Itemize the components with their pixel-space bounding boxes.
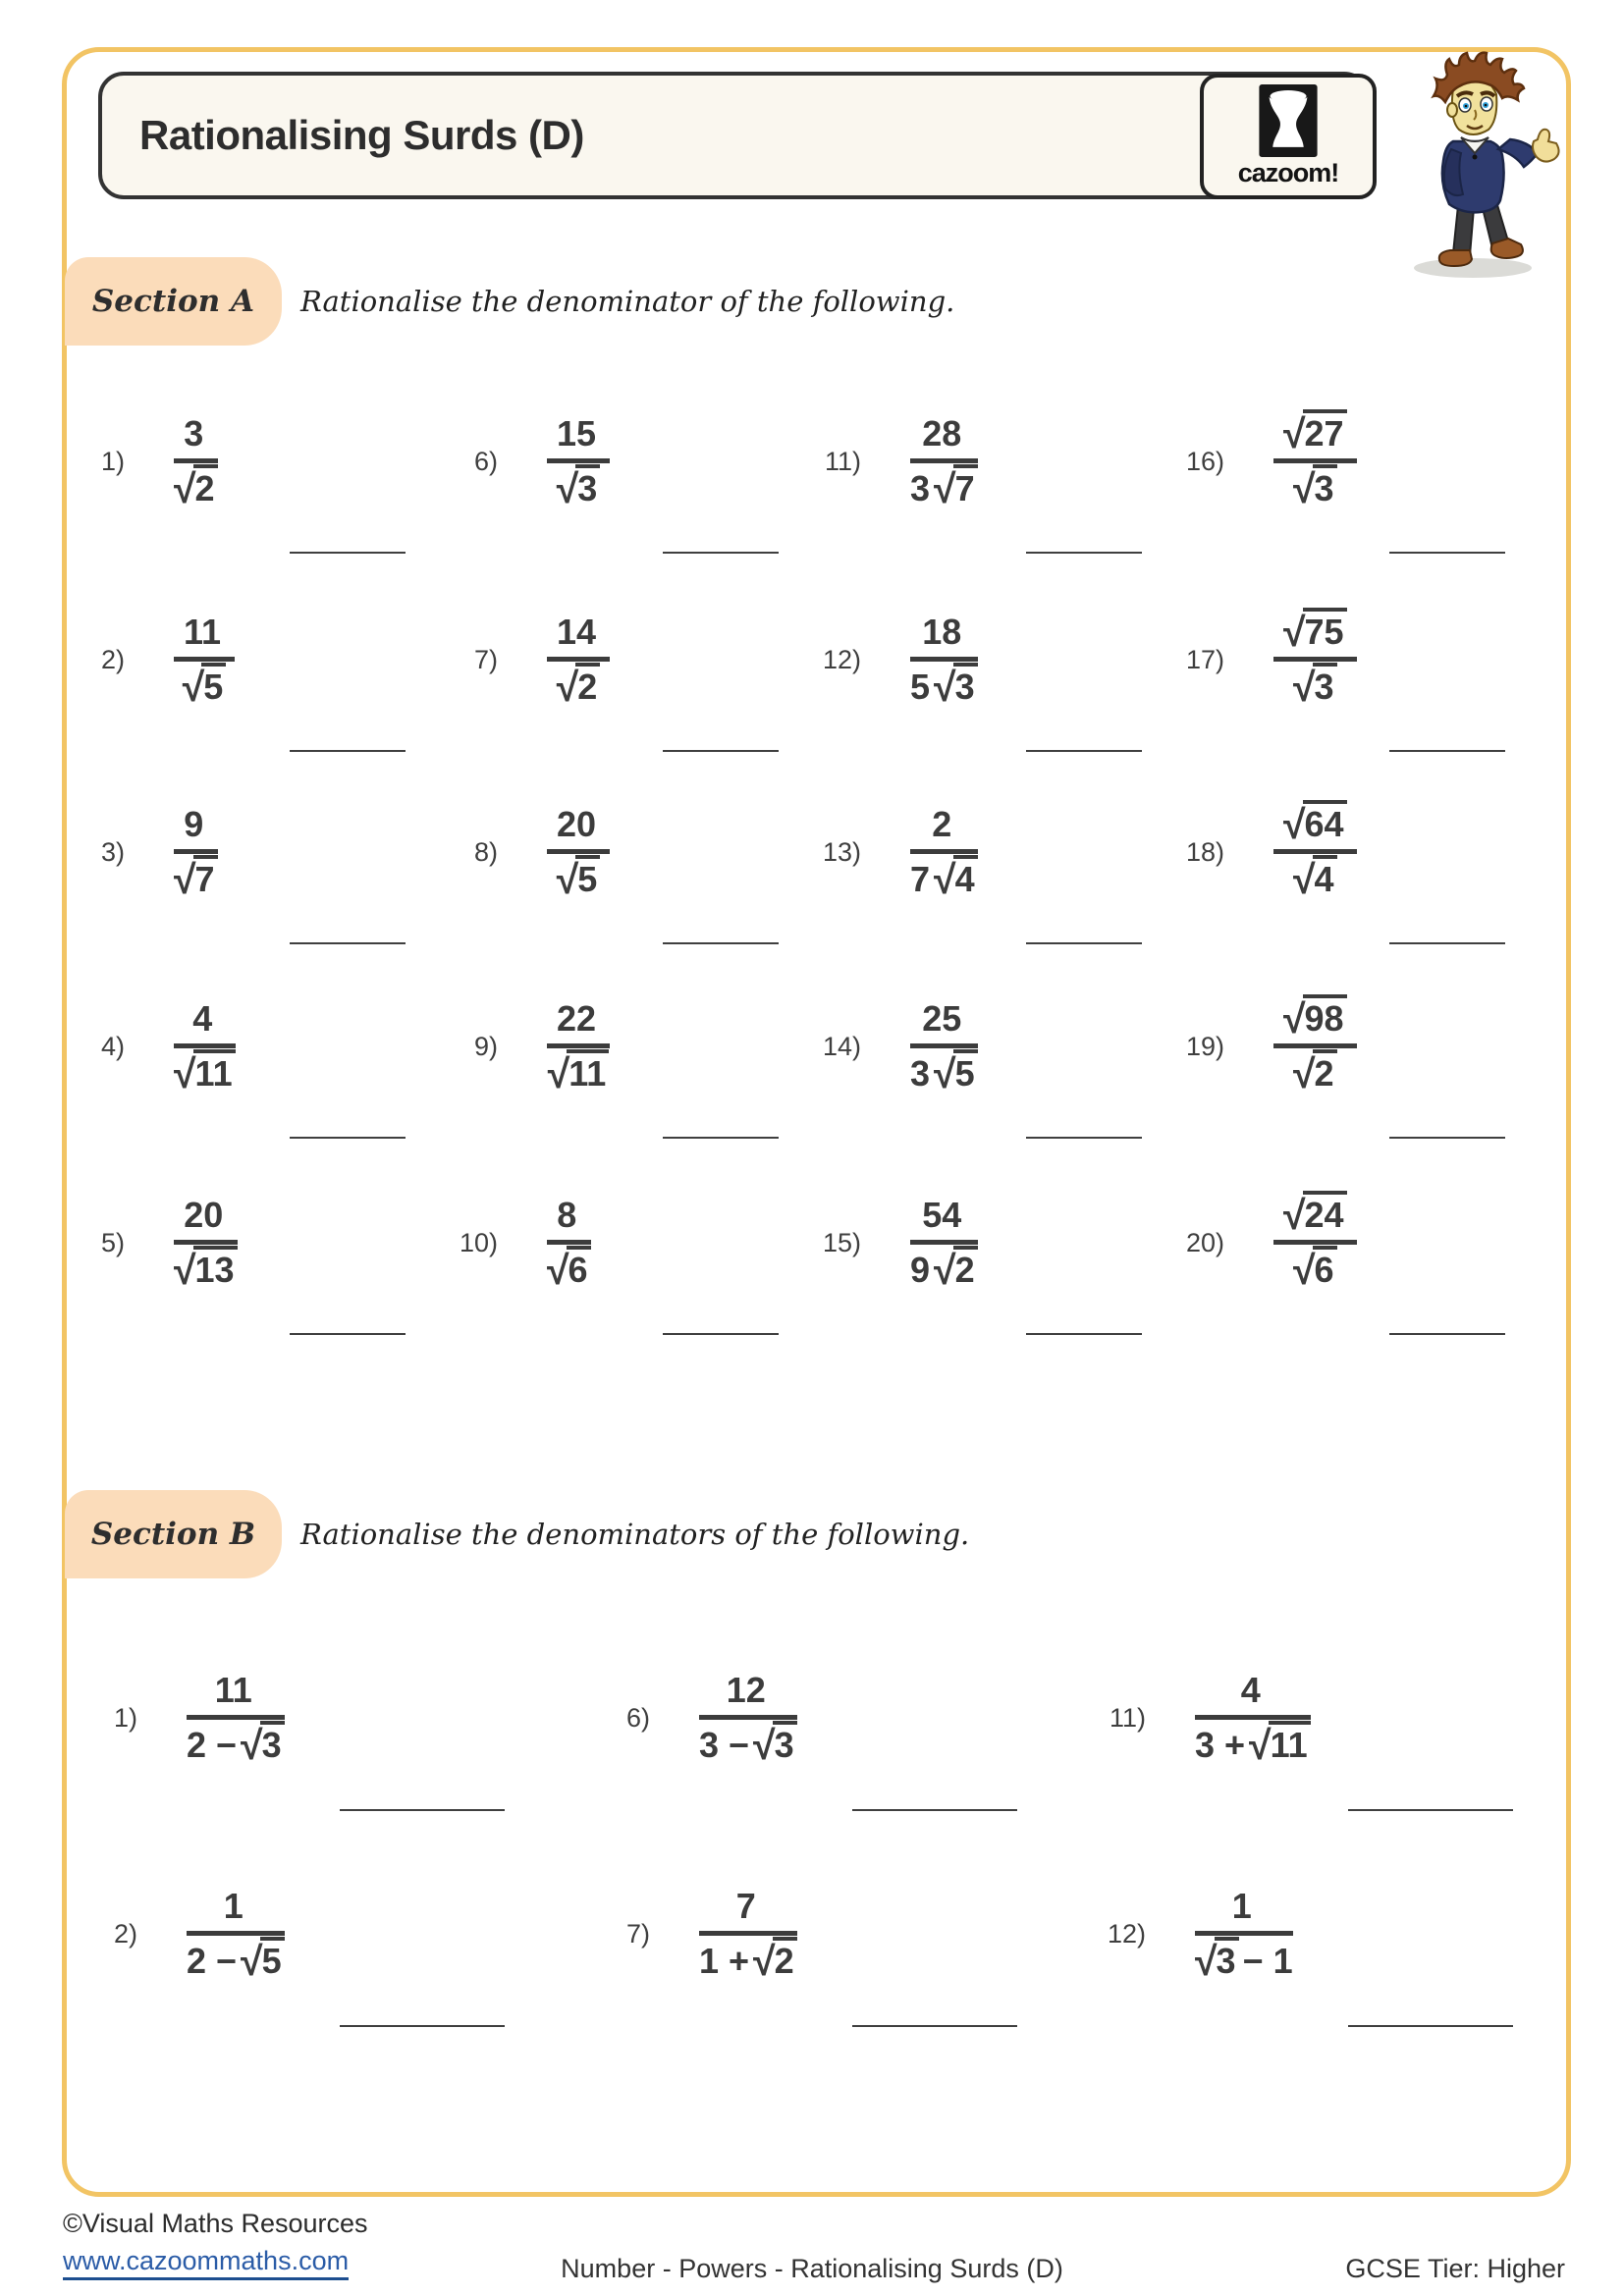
fraction-numerator: 28 bbox=[910, 414, 978, 463]
fraction bbox=[547, 1195, 591, 1293]
problem-number: 15) bbox=[822, 1227, 861, 1257]
problem bbox=[1173, 973, 1357, 1120]
fraction-denominator: 1 +√2 bbox=[699, 1936, 797, 1981]
fraction-numerator: √27 bbox=[1273, 414, 1357, 463]
problem-number: 20) bbox=[1185, 1227, 1224, 1257]
answer-line bbox=[1389, 750, 1505, 752]
problem bbox=[447, 1169, 591, 1316]
fraction-numerator: √98 bbox=[1273, 999, 1357, 1048]
sqrt-icon: √ bbox=[1249, 1723, 1272, 1768]
fraction-denominator: 2 −√3 bbox=[187, 1720, 285, 1765]
answer-line bbox=[663, 750, 779, 752]
mascot-illustration bbox=[1394, 51, 1566, 282]
fraction bbox=[1195, 1670, 1311, 1768]
answer-line bbox=[663, 552, 779, 554]
fraction-denominator: √2 bbox=[1273, 1048, 1357, 1094]
problem bbox=[810, 388, 978, 535]
logo-text: cazoom! bbox=[1237, 158, 1339, 187]
sqrt-icon: √ bbox=[1293, 466, 1316, 511]
problem bbox=[810, 778, 978, 926]
fraction-numerator: 9 bbox=[174, 805, 218, 854]
fraction bbox=[910, 612, 978, 710]
answer-line bbox=[290, 1137, 406, 1139]
fraction-denominator: √3 bbox=[1273, 662, 1357, 707]
fraction-numerator: √24 bbox=[1273, 1196, 1357, 1245]
sqrt-icon: √ bbox=[1283, 996, 1306, 1042]
sqrt-icon: √ bbox=[1195, 1939, 1218, 1984]
answer-line bbox=[1348, 1809, 1513, 1811]
fraction-denominator: 3 −√3 bbox=[699, 1720, 797, 1765]
answer-line bbox=[1389, 552, 1505, 554]
fraction-numerator: 3 bbox=[174, 414, 218, 463]
section-a-instruction: Rationalise the denominator of the following. bbox=[300, 285, 955, 318]
fraction-denominator: √2 bbox=[547, 662, 610, 707]
answer-line bbox=[663, 1333, 779, 1335]
sqrt-icon: √ bbox=[174, 466, 196, 511]
fraction-numerator: 22 bbox=[547, 999, 610, 1048]
problem-number: 4) bbox=[100, 1031, 125, 1061]
problem-number: 12) bbox=[1107, 1918, 1146, 1949]
answer-line bbox=[852, 1809, 1017, 1811]
website-link[interactable]: www.cazoommaths.com bbox=[63, 2246, 349, 2280]
sqrt-icon: √ bbox=[556, 857, 579, 902]
sqrt-icon: √ bbox=[934, 1051, 956, 1096]
problem bbox=[1095, 1644, 1311, 1791]
problem-number: 11) bbox=[824, 446, 861, 476]
problem-number: 7) bbox=[473, 644, 498, 674]
sqrt-icon: √ bbox=[753, 1939, 776, 1984]
sqrt-icon: √ bbox=[174, 1248, 196, 1293]
fraction bbox=[547, 998, 610, 1096]
fraction bbox=[547, 612, 610, 710]
fraction-denominator: √6 bbox=[547, 1245, 591, 1290]
problem-number: 1) bbox=[100, 446, 125, 476]
problem bbox=[447, 586, 610, 733]
drum-icon bbox=[1258, 84, 1319, 157]
section-a-heading: Section A bbox=[91, 284, 255, 319]
answer-line bbox=[663, 942, 779, 944]
answer-line bbox=[663, 1137, 779, 1139]
fraction-denominator: 9√2 bbox=[910, 1245, 978, 1290]
fraction-denominator: 3√5 bbox=[910, 1048, 978, 1094]
fraction-numerator: 18 bbox=[910, 613, 978, 662]
fraction-numerator: 15 bbox=[547, 414, 610, 463]
sqrt-icon: √ bbox=[1293, 857, 1316, 902]
answer-line bbox=[340, 1809, 505, 1811]
footer-copyright: ©Visual Maths Resources bbox=[63, 2209, 368, 2238]
fraction bbox=[547, 804, 610, 902]
fraction-numerator: 4 bbox=[1195, 1671, 1311, 1720]
problem bbox=[1173, 388, 1357, 535]
answer-line bbox=[1389, 942, 1505, 944]
fraction-denominator: √2 bbox=[174, 463, 218, 508]
fraction-denominator: √4 bbox=[1273, 854, 1357, 899]
problem bbox=[1173, 586, 1357, 733]
sqrt-icon: √ bbox=[1283, 610, 1306, 656]
fraction-denominator: 7√4 bbox=[910, 854, 978, 899]
problem-number: 2) bbox=[113, 1918, 137, 1949]
sqrt-icon: √ bbox=[934, 857, 956, 902]
section-a-badge bbox=[65, 257, 282, 346]
fraction bbox=[174, 998, 236, 1096]
sqrt-icon: √ bbox=[556, 665, 579, 710]
fraction-denominator: √7 bbox=[174, 854, 218, 899]
problem-number: 16) bbox=[1185, 446, 1224, 476]
sqrt-icon: √ bbox=[934, 466, 956, 511]
problem bbox=[447, 388, 610, 535]
sqrt-icon: √ bbox=[182, 665, 205, 710]
problem bbox=[1173, 778, 1357, 926]
fraction bbox=[1273, 411, 1357, 511]
answer-line bbox=[290, 750, 406, 752]
problem-number: 7) bbox=[625, 1918, 650, 1949]
problem-number: 12) bbox=[822, 644, 861, 674]
problem-number: 9) bbox=[473, 1031, 498, 1061]
answer-line bbox=[1026, 1333, 1142, 1335]
answer-line bbox=[1389, 1333, 1505, 1335]
fraction-numerator: 20 bbox=[174, 1196, 238, 1245]
fraction-denominator: 3 +√11 bbox=[1195, 1720, 1311, 1765]
cazoom-logo bbox=[1200, 74, 1377, 199]
fraction bbox=[910, 804, 978, 902]
fraction-denominator: √5 bbox=[174, 662, 235, 707]
fraction bbox=[1195, 1886, 1293, 1984]
fraction bbox=[187, 1670, 285, 1768]
sqrt-icon: √ bbox=[174, 1051, 196, 1096]
problem-number: 1) bbox=[113, 1702, 137, 1733]
fraction-numerator: 8 bbox=[547, 1196, 591, 1245]
fraction-denominator: √11 bbox=[547, 1048, 610, 1094]
sqrt-icon: √ bbox=[547, 1051, 570, 1096]
problem-number: 5) bbox=[100, 1227, 125, 1257]
problem bbox=[74, 388, 218, 535]
problem-number: 11) bbox=[1109, 1702, 1146, 1733]
sqrt-icon: √ bbox=[1283, 1193, 1306, 1239]
fraction bbox=[910, 413, 978, 511]
sqrt-icon: √ bbox=[241, 1723, 263, 1768]
page-title: Rationalising Surds (D) bbox=[139, 112, 584, 158]
fraction-numerator: 12 bbox=[699, 1671, 797, 1720]
fraction bbox=[910, 998, 978, 1096]
fraction bbox=[174, 804, 218, 902]
fraction bbox=[699, 1670, 797, 1768]
fraction-numerator: 11 bbox=[187, 1671, 285, 1720]
fraction-denominator: 5√3 bbox=[910, 662, 978, 707]
problem-number: 6) bbox=[473, 446, 498, 476]
fraction bbox=[910, 1195, 978, 1293]
problem bbox=[599, 1860, 797, 2007]
problem-number: 17) bbox=[1185, 644, 1224, 674]
section-b-instruction: Rationalise the denominators of the following. bbox=[300, 1518, 970, 1551]
problem-number: 6) bbox=[625, 1702, 650, 1733]
fraction bbox=[699, 1886, 797, 1984]
sqrt-icon: √ bbox=[1293, 1051, 1316, 1096]
fraction-denominator: √6 bbox=[1273, 1245, 1357, 1290]
problem bbox=[74, 1169, 238, 1316]
fraction-numerator: 4 bbox=[174, 999, 236, 1048]
fraction-denominator: 3√7 bbox=[910, 463, 978, 508]
problem-number: 18) bbox=[1185, 836, 1224, 867]
fraction bbox=[1273, 802, 1357, 902]
answer-line bbox=[290, 942, 406, 944]
sqrt-icon: √ bbox=[1283, 411, 1306, 457]
problem-number: 10) bbox=[459, 1227, 498, 1257]
fraction-numerator: 1 bbox=[187, 1887, 285, 1936]
sqrt-icon: √ bbox=[1293, 665, 1316, 710]
answer-line bbox=[1348, 2025, 1513, 2027]
problem-number: 14) bbox=[822, 1031, 861, 1061]
sqrt-icon: √ bbox=[1283, 802, 1306, 848]
fraction-denominator: 2 −√5 bbox=[187, 1936, 285, 1981]
sqrt-icon: √ bbox=[174, 857, 196, 902]
answer-line bbox=[852, 2025, 1017, 2027]
page-border bbox=[62, 47, 1571, 2197]
answer-line bbox=[340, 2025, 505, 2027]
sqrt-icon: √ bbox=[241, 1939, 263, 1984]
fraction-numerator: 7 bbox=[699, 1887, 797, 1936]
sqrt-icon: √ bbox=[934, 1248, 956, 1293]
fraction bbox=[1273, 1193, 1357, 1293]
fraction bbox=[547, 413, 610, 511]
fraction-numerator: 25 bbox=[910, 999, 978, 1048]
sqrt-icon: √ bbox=[934, 665, 956, 710]
problem bbox=[810, 586, 978, 733]
answer-line bbox=[1389, 1137, 1505, 1139]
problem bbox=[1173, 1169, 1357, 1316]
problem-number: 8) bbox=[473, 836, 498, 867]
fraction bbox=[1273, 610, 1357, 710]
fraction-denominator: √3 bbox=[1273, 463, 1357, 508]
fraction-numerator: √64 bbox=[1273, 805, 1357, 854]
problem bbox=[447, 778, 610, 926]
fraction-denominator: √3 − 1 bbox=[1195, 1939, 1293, 1984]
fraction bbox=[174, 612, 235, 710]
footer-tier: GCSE Tier: Higher bbox=[1345, 2254, 1565, 2283]
fraction bbox=[174, 413, 218, 511]
problem bbox=[74, 973, 236, 1120]
fraction-numerator: 11 bbox=[174, 613, 235, 662]
problem-number: 3) bbox=[100, 836, 125, 867]
answer-line bbox=[290, 552, 406, 554]
answer-line bbox=[1026, 552, 1142, 554]
problem bbox=[1095, 1860, 1293, 2007]
problem bbox=[86, 1644, 285, 1791]
problem bbox=[86, 1860, 285, 2007]
answer-line bbox=[1026, 942, 1142, 944]
fraction bbox=[1273, 996, 1357, 1096]
problem bbox=[599, 1644, 797, 1791]
fraction-numerator: 2 bbox=[910, 805, 978, 854]
section-b-heading: Section B bbox=[90, 1517, 256, 1552]
answer-line bbox=[1026, 750, 1142, 752]
sqrt-icon: √ bbox=[753, 1723, 776, 1768]
problem bbox=[810, 973, 978, 1120]
sqrt-icon: √ bbox=[556, 466, 579, 511]
fraction bbox=[174, 1195, 238, 1293]
problem-number: 13) bbox=[822, 836, 861, 867]
problem bbox=[74, 586, 235, 733]
fraction-denominator: √3 bbox=[547, 463, 610, 508]
fraction-numerator: 14 bbox=[547, 613, 610, 662]
fraction-numerator: 54 bbox=[910, 1196, 978, 1245]
fraction-numerator: √75 bbox=[1273, 613, 1357, 662]
section-b-badge bbox=[65, 1490, 282, 1578]
sqrt-icon: √ bbox=[547, 1248, 569, 1293]
problem bbox=[74, 778, 218, 926]
problem bbox=[810, 1169, 978, 1316]
footer-topic: Number - Powers - Rationalising Surds (D) bbox=[561, 2254, 1063, 2283]
answer-line bbox=[290, 1333, 406, 1335]
answer-line bbox=[1026, 1137, 1142, 1139]
sqrt-icon: √ bbox=[1293, 1248, 1316, 1293]
fraction bbox=[187, 1886, 285, 1984]
problem-number: 2) bbox=[100, 644, 125, 674]
fraction-numerator: 1 bbox=[1195, 1887, 1293, 1936]
fraction-numerator: 20 bbox=[547, 805, 610, 854]
problem-number: 19) bbox=[1185, 1031, 1224, 1061]
fraction-denominator: √11 bbox=[174, 1048, 236, 1094]
worksheet-title-box bbox=[98, 72, 1370, 199]
problem bbox=[447, 973, 610, 1120]
fraction-denominator: √5 bbox=[547, 854, 610, 899]
fraction-denominator: √13 bbox=[174, 1245, 238, 1290]
